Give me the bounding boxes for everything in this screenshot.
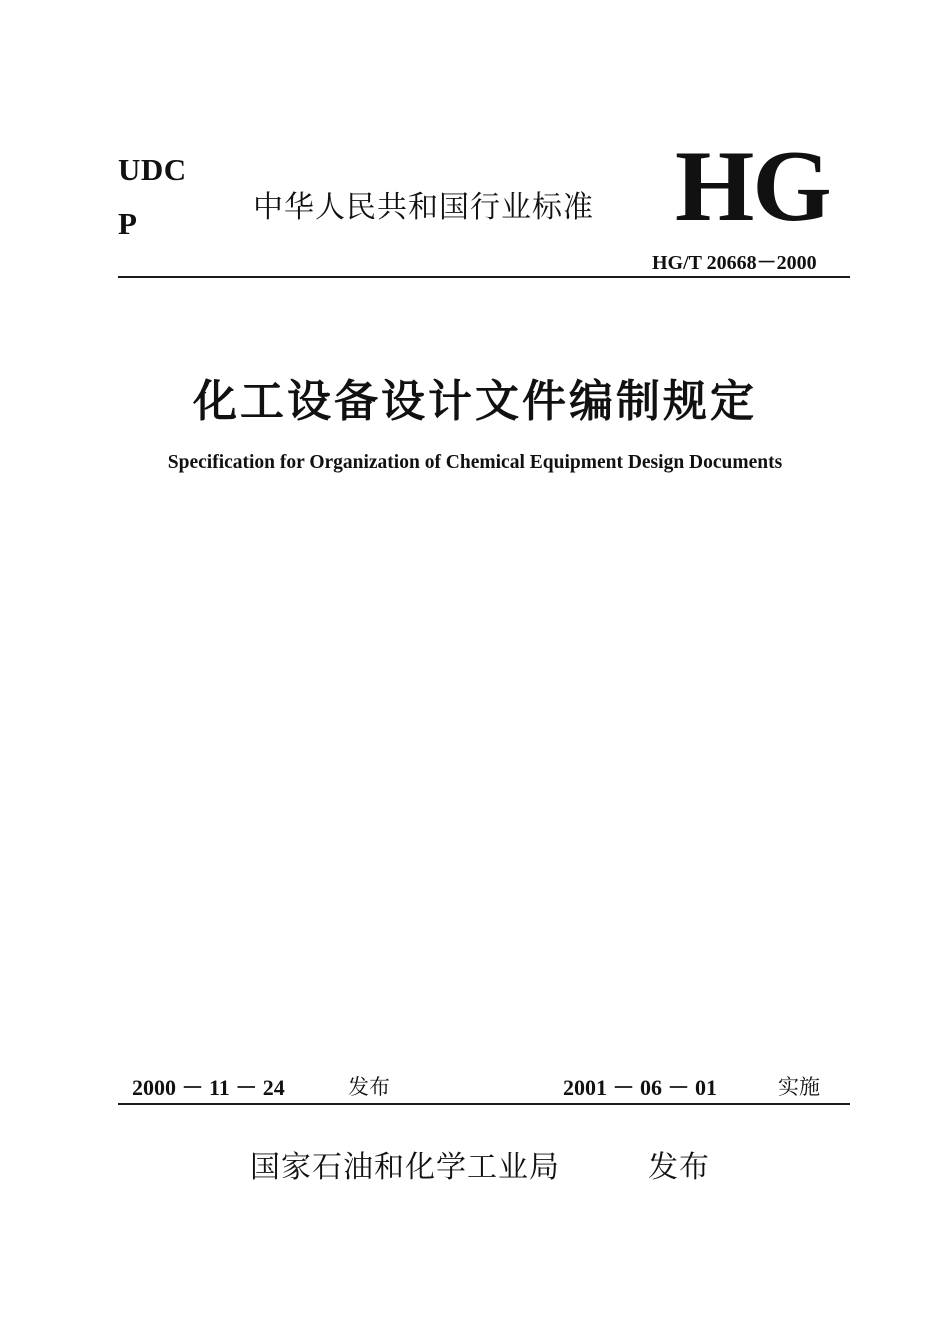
title-english: Specification for Organization of Chemical Equipment Design Documents [167, 452, 783, 473]
udc-label: UDC [118, 152, 187, 187]
hg-logo: HG [675, 130, 830, 243]
standard-number: HG/T 20668－2000 [652, 252, 817, 274]
issue-label: 发布 [348, 1075, 390, 1099]
header-divider [118, 276, 850, 278]
publish-label: 发布 [648, 1150, 710, 1185]
dates-divider [118, 1103, 850, 1105]
title-chinese: 化工设备设计文件编制规定 [193, 376, 757, 427]
standard-type-heading: 中华人民共和国行业标准 [253, 190, 594, 225]
implementation-label: 实施 [778, 1075, 820, 1099]
issue-date: 2000 － 11 － 24 [132, 1075, 285, 1100]
publisher-name: 国家石油和化学工业局 [250, 1150, 560, 1185]
implementation-date: 2001 － 06 － 01 [563, 1075, 718, 1100]
classification-code: P [118, 206, 137, 241]
